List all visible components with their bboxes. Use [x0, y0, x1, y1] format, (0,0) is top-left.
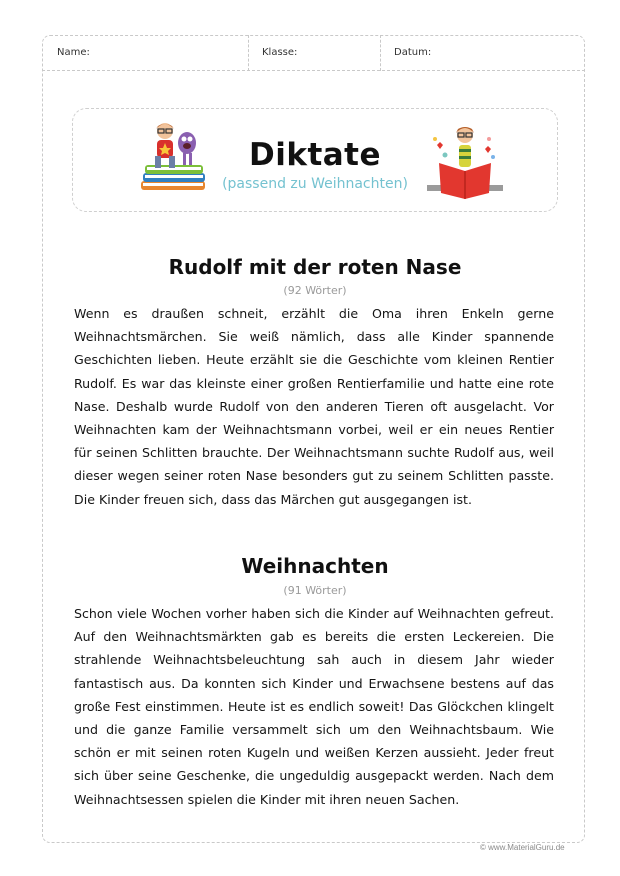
worksheet-subtitle: (passend zu Weihnachten) — [222, 176, 408, 192]
copyright-footer: © www.MaterialGuru.de — [480, 843, 565, 852]
class-label: Klasse: — [262, 47, 298, 58]
word-count: (91 Wörter) — [283, 584, 347, 597]
story-title: Rudolf mit der roten Nase — [168, 255, 462, 279]
story-text: Schon viele Wochen vorher haben sich die Kinder auf Weihnachten gefreut. Auf den Weihnachtsmärkten gab es bereits die ersten Leckereien. Die strahlende Weihnachtsbeleuchtung sah auch in diesem Jahr wieder fantastisch aus. Da konnten sich Kinder und Erwachsene bestens auf das große Fest einstimmen. Heute ist es endlich soweit! Das Glöckchen klingelt und die ganze Familie versammelt sich um den Weihnachtsbaum. Wie schön er mit seinen roten Kugeln und weißen Kerzen aussieht. Jeder freut sich über seine Geschenke, die ungeduldig ausgepackt werden. Nach dem Weihnachtsessen spielen die Kinder mit ihren neuen Sachen. — [74, 606, 554, 807]
boy-reading-book-illustration — [423, 121, 507, 201]
story-title: Weihnachten — [241, 554, 389, 578]
word-count: (92 Wörter) — [283, 284, 347, 297]
story-text: Wenn es draußen schneit, erzählt die Oma ihren Enkeln gerne Weihnachtsmärchen. Sie weiß nämlich, dass alle Kinder spannende Geschichten lieben. Heute erzählt sie die Geschichte vom kleinen Rentier Rudolf. Es war das kleinste einer großen Rentierfamilie und hatte eine rote Nase. Deshalb wurde Rudolf von den anderen Tieren oft ausgelacht. Vor Weihnachten kam der Weihnachtsmann vorbei, weil er ein neues Rentier für seinen Schlitten brauchte. Der Weihnachtsmann suchte Rudolf aus, weil dieser wegen seiner roten Nase besonders gut zu seinem Schlitten passte. Die Kinder freuen sich, dass das Märchen gut ausgegangen ist. — [74, 306, 554, 507]
name-label: Name: — [57, 47, 90, 58]
divider — [380, 35, 381, 71]
worksheet-title: Diktate — [248, 137, 382, 173]
date-label: Datum: — [394, 47, 432, 58]
title-banner — [72, 108, 558, 212]
student-info-row — [42, 35, 585, 71]
divider — [248, 35, 249, 71]
